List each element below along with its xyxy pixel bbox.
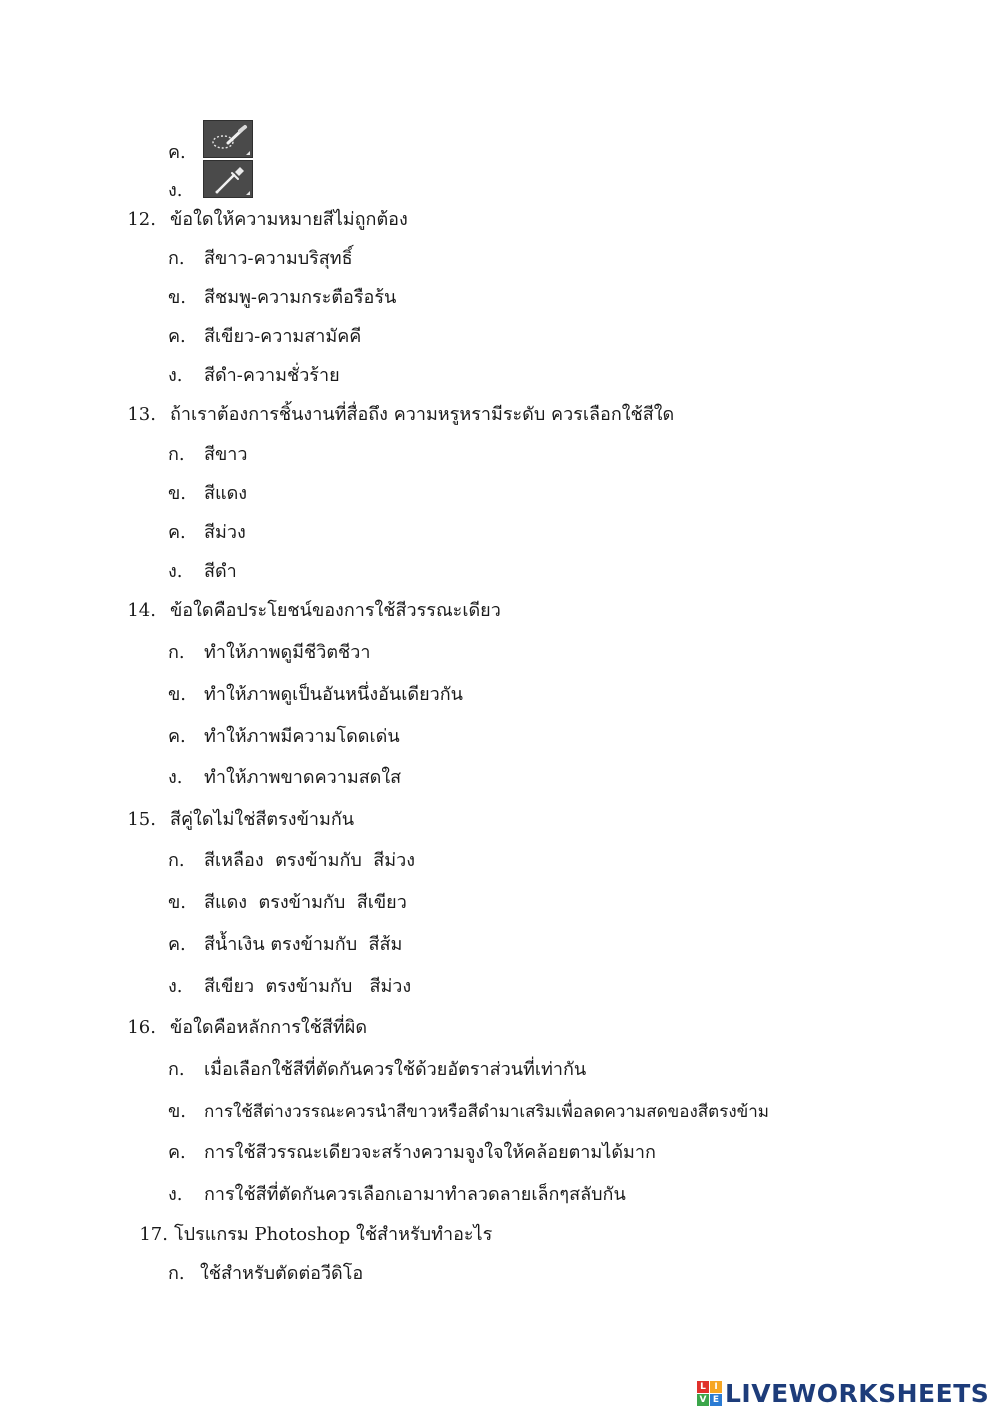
quick-selection-tool-icon [203,120,253,158]
logo-mark-letter: E [710,1394,722,1406]
choice-text: สีเขียว-ความสามัคคี [204,326,362,347]
choice-item [0,522,1000,546]
choice-item [0,287,1000,311]
choice-text: สีดำ [204,561,237,582]
question-number: 12. [127,209,156,230]
choice-text: ทำให้ภาพมีความโดดเด่น [204,726,400,747]
choice-text: สีม่วง [204,522,246,543]
question-15 [0,809,1000,833]
choice-text: ทำให้ภาพดูมีชีวิตชีวา [204,642,371,663]
choice-text: เมื่อเลือกใช้สีที่ตัดกันควรใช้ด้วยอัตราส่วนที่เท่ากัน [204,1059,587,1080]
choice-item [0,642,1000,666]
choice-item [0,326,1000,350]
choice-letter: ก. [168,248,185,269]
question-number: 16. [127,1017,156,1038]
choice-letter: ง. [168,365,183,386]
choice-letter: ข. [168,684,187,705]
logo-text: LIVEWORKSHEETS [725,1378,990,1408]
question-number: 14. [127,600,156,621]
choice-item [0,1184,1000,1208]
question-text: ข้อใดให้ความหมายสีไม่ถูกต้อง [170,209,408,230]
icon-option-c [0,142,300,166]
icon-option-d [0,180,300,204]
logo-mark-icon [697,1381,722,1406]
choice-letter: ค. [168,1142,186,1163]
choice-item [0,726,1000,750]
choice-item [0,767,1000,791]
choice-item [0,934,1000,958]
choice-text: การใช้สีที่ตัดกันควรเลือกเอามาทำลวดลายเล็กๆสลับกัน [204,1184,626,1205]
choice-text: การใช้สีต่างวรรณะควรนำสีขาวหรือสีดำมาเสริมเพื่อลดความสดของสีตรงข้าม [204,1102,769,1122]
choice-letter: ข. [168,483,187,504]
liveworksheets-logo [697,1378,989,1408]
logo-mark-letter: I [710,1381,722,1393]
choice-letter: ง. [168,180,183,201]
choice-text: สีแดง ตรงข้ามกับ สีเขียว [204,892,407,913]
choice-item [0,1059,1000,1083]
choice-item [0,684,1000,708]
choice-letter: ง. [168,976,183,997]
choice-item [0,365,1000,389]
choice-text: สีขาว [204,444,248,465]
question-text: โปรแกรม Photoshop ใช้สำหรับทำอะไร [174,1224,493,1245]
choice-text: สีแดง [204,483,248,504]
question-12 [0,209,1000,233]
choice-letter: ก. [168,1059,185,1080]
choice-item [0,561,1000,585]
choice-letter: ข. [168,892,187,913]
choice-text: สีขาว-ความบริสุทธิ์ [204,248,353,269]
choice-item [0,248,1000,272]
choice-letter: ข. [168,1101,187,1122]
question-13 [0,404,1000,428]
eyedropper-tool-icon [203,160,253,198]
choice-item [0,892,1000,916]
question-16 [0,1017,1000,1041]
question-number: 17. [139,1224,168,1245]
question-text: สีคู่ใดไม่ใช่สีตรงข้ามกัน [170,809,355,830]
question-text: ข้อใดคือหลักการใช้สีที่ผิด [170,1017,368,1038]
choice-item [0,1101,1000,1125]
choice-item [0,976,1000,1000]
choice-text: การใช้สีวรรณะเดียวจะสร้างความจูงใจให้คล้อยตามได้มาก [204,1142,656,1163]
choice-item [0,850,1000,874]
choice-letter: ง. [168,767,183,788]
choice-text: ใช้สำหรับตัดต่อวีดิโอ [200,1263,364,1284]
choice-item [0,483,1000,507]
choice-letter: ก. [168,1263,185,1284]
question-14 [0,600,1000,624]
choice-letter: ค. [168,522,186,543]
question-text: ข้อใดคือประโยชน์ของการใช้สีวรรณะเดียว [170,600,501,621]
choice-letter: ง. [168,561,183,582]
choice-text: สีเขียว ตรงข้ามกับ สีม่วง [204,976,412,997]
choice-text: ทำให้ภาพขาดความสดใส [204,767,402,788]
choice-letter: ก. [168,642,185,663]
choice-item [0,444,1000,468]
question-number: 13. [127,404,156,425]
logo-mark-letter: L [697,1381,709,1393]
logo-mark-letter: V [697,1394,709,1406]
question-number: 15. [127,809,156,830]
choice-letter: ข. [168,287,187,308]
choice-letter: ก. [168,444,185,465]
choice-letter: ค. [168,142,186,163]
choice-letter: ง. [168,1184,183,1205]
choice-text: สีน้ำเงิน ตรงข้ามกับ สีส้ม [204,934,403,955]
choice-item [0,1263,1000,1287]
question-17 [0,1224,1000,1248]
choice-text: สีชมพู-ความกระตือรือร้น [204,287,397,308]
choice-letter: ค. [168,326,186,347]
choice-item [0,1142,1000,1166]
choice-letter: ก. [168,850,185,871]
choice-text: สีดำ-ความชั่วร้าย [204,365,340,386]
choice-text: ทำให้ภาพดูเป็นอันหนึ่งอันเดียวกัน [204,684,463,705]
choice-letter: ค. [168,934,186,955]
choice-text: สีเหลือง ตรงข้ามกับ สีม่วง [204,850,416,871]
question-text: ถ้าเราต้องการชิ้นงานที่สื่อถึง ความหรูหรามีระดับ ควรเลือกใช้สีใด [170,404,675,425]
choice-letter: ค. [168,726,186,747]
